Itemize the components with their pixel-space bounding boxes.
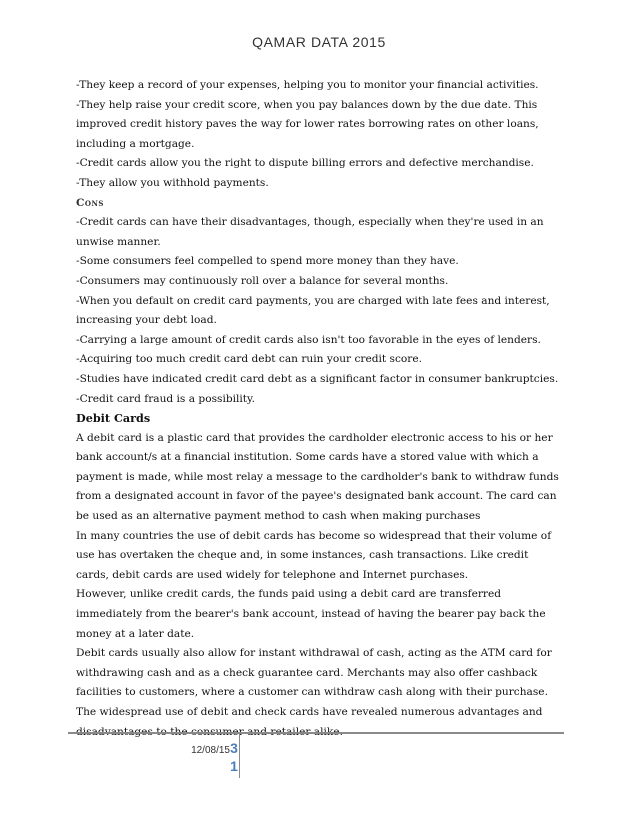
- debit-cards-heading: Debit Cards: [76, 411, 151, 426]
- paragraph: -Credit card fraud is a possibility.: [76, 392, 255, 405]
- paragraph: -Credit cards can have their disadvantages, though, especially when they're used in an unwise manner.: [76, 216, 544, 248]
- cons-heading: Cons: [76, 196, 104, 209]
- paragraph: A debit card is a plastic card that provides the cardholder electronic access to his or her bank account/s at a financial institution. Some cards have a stored value with which a payment is made, while most relay a message to the cardholder's bank to withdraw funds from a designated account in favor of the payee's designated bank account. The card can be used as an alternative payment method to cash when making purchases: [76, 431, 559, 523]
- page-number-total: 1: [230, 758, 238, 774]
- paragraph: In many countries the use of debit cards has become so widespread that their volume of use has overtaken the cheque and, in some instances, cash transactions. Like credit cards, debit cards are used widely for telephone and Internet purchases.: [76, 529, 552, 581]
- paragraph: -Acquiring too much credit card debt can ruin your credit score.: [76, 353, 422, 366]
- paragraph: Debit cards usually also allow for instant withdrawal of cash, acting as the ATM card for withdrawing cash and as a check guarantee card. Merchants may also offer cashback facilities to customers, where a customer can withdraw cash along with their purchase.: [76, 647, 552, 699]
- page-number: 3: [230, 740, 238, 756]
- paragraph: -Credit cards allow you the right to dispute billing errors and defective merchandise.: [76, 157, 534, 170]
- paragraph: However, unlike credit cards, the funds paid using a debit card are transferred immediately from the bearer's bank account, instead of having the bearer pay back the money at a later date.: [76, 588, 546, 640]
- document-body: [76, 76, 560, 742]
- paragraph: -Some consumers feel compelled to spend more money than they have.: [76, 255, 459, 268]
- paragraph: -They allow you withhold payments.: [76, 176, 269, 189]
- paragraph: -Carrying a large amount of credit cards also isn't too favorable in the eyes of lenders.: [76, 333, 541, 346]
- paragraph: The widespread use of debit and check cards have revealed numerous advantages and disadvantages to the consumer and retailer alike.: [76, 706, 543, 738]
- paragraph: -Consumers may continuously roll over a balance for several months.: [76, 274, 449, 287]
- footer-rule: [68, 732, 564, 734]
- paragraph: -Studies have indicated credit card debt as a significant factor in consumer bankruptcies.: [76, 372, 559, 385]
- footer-divider: [239, 734, 240, 778]
- page-header-title: QAMAR DATA 2015: [252, 34, 386, 50]
- footer-date: 12/08/15: [191, 745, 230, 756]
- paragraph: -When you default on credit card payments, you are charged with late fees and interest, increasing your debt load.: [76, 294, 550, 327]
- paragraph: -They keep a record of your expenses, helping you to monitor your financial activities.: [76, 79, 539, 91]
- paragraph: -They help raise your credit score, when you pay balances down by the due date. This improved credit history paves the way for lower rates borrowing rates on other loans, including a mortgage.: [76, 98, 539, 150]
